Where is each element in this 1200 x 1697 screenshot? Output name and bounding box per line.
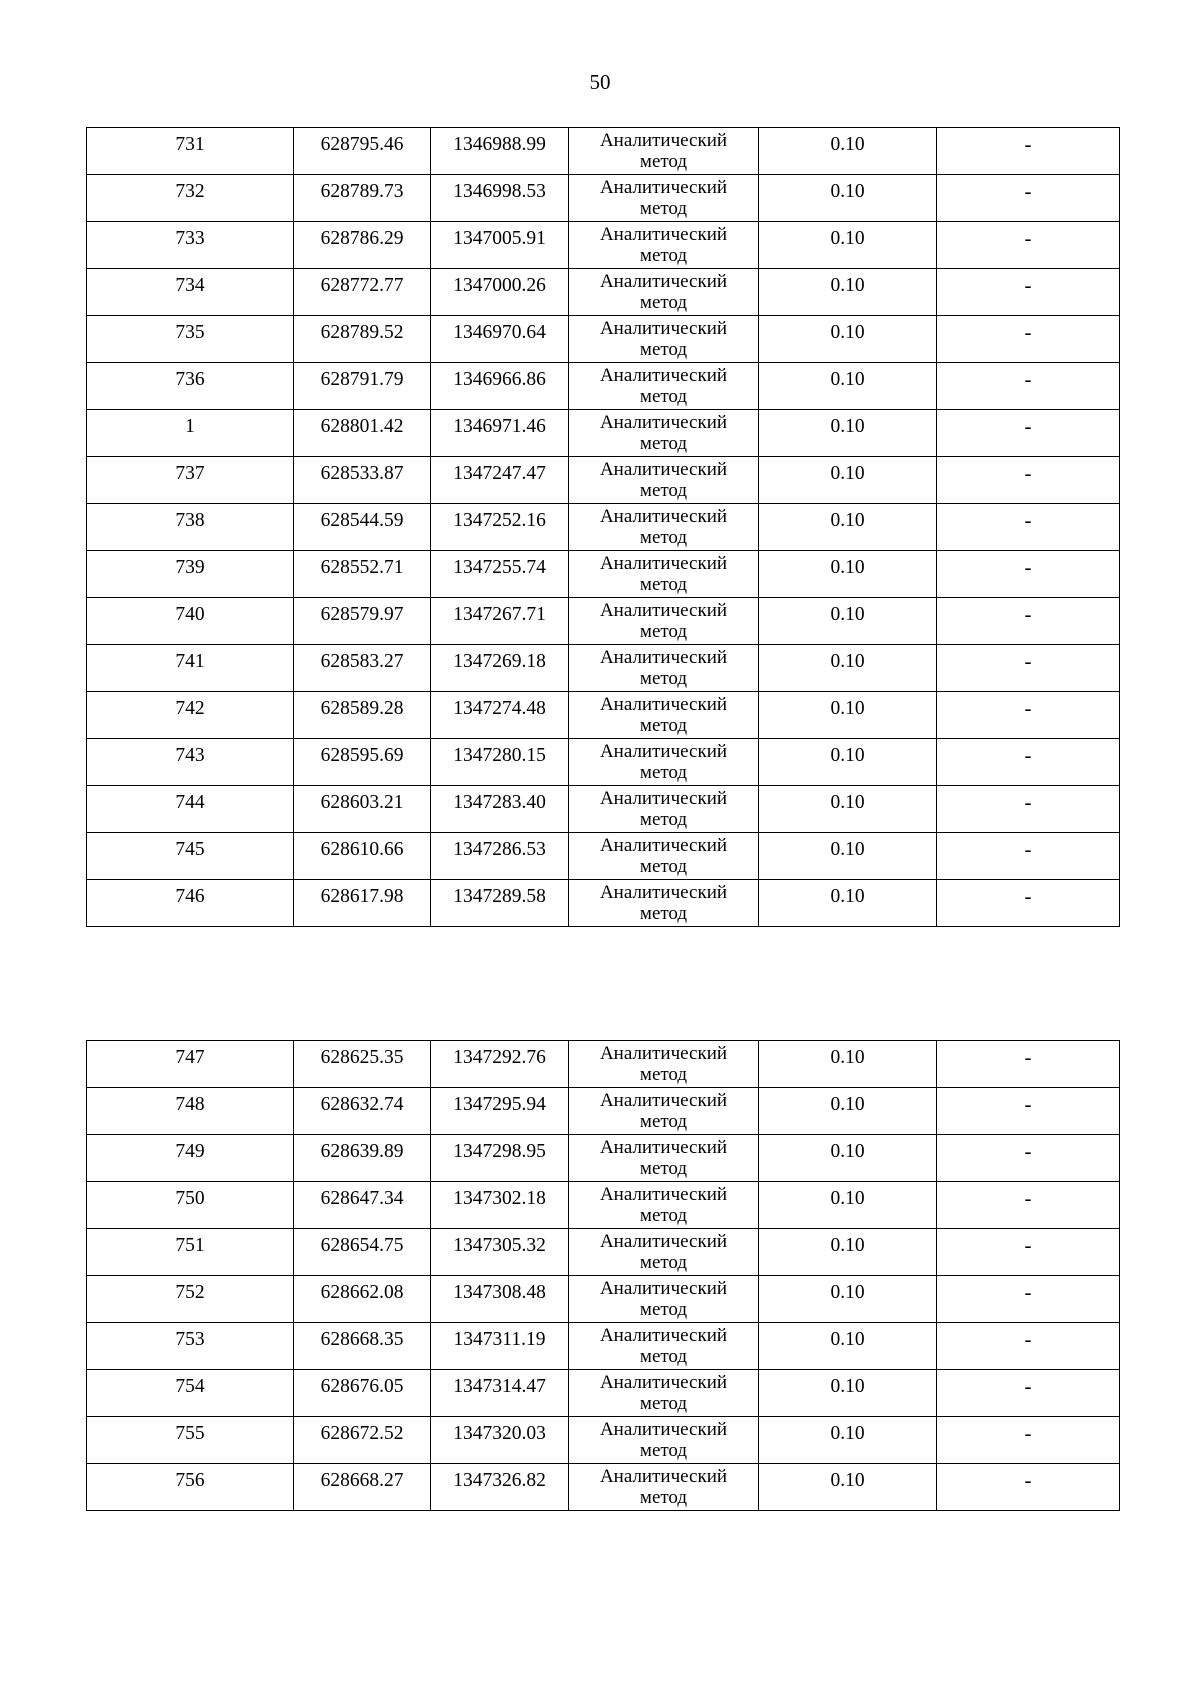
method-cell (569, 175, 759, 222)
page-number: 50 (589, 70, 611, 94)
method-line-2: метод (639, 386, 688, 407)
method-line-2: метод (639, 1487, 688, 1508)
point-number-cell: 747 (87, 1041, 294, 1088)
note-cell: - (937, 1417, 1120, 1464)
x-coordinate-cell: 628662.08 (294, 1276, 431, 1323)
method-cell (569, 363, 759, 410)
table-row (87, 833, 1120, 880)
accuracy-cell: 0.10 (759, 833, 937, 880)
point-number-cell: 743 (87, 739, 294, 786)
point-number-cell: 736 (87, 363, 294, 410)
note-cell: - (937, 363, 1120, 410)
method-cell (569, 739, 759, 786)
y-coordinate-cell: 1347298.95 (431, 1135, 569, 1182)
method-cell (569, 1464, 759, 1511)
accuracy-cell: 0.10 (759, 175, 937, 222)
accuracy-cell: 0.10 (759, 786, 937, 833)
note-cell: - (937, 316, 1120, 363)
method-line-1: Аналитический (599, 694, 728, 715)
method-line-1: Аналитический (599, 1466, 728, 1487)
note-cell: - (937, 175, 1120, 222)
accuracy-cell: 0.10 (759, 1041, 937, 1088)
y-coordinate-cell: 1347005.91 (431, 222, 569, 269)
point-number-cell: 752 (87, 1276, 294, 1323)
table-row (87, 1464, 1120, 1511)
method-line-2: метод (639, 1205, 688, 1226)
y-coordinate-cell: 1347286.53 (431, 833, 569, 880)
method-cell (569, 1041, 759, 1088)
method-line-1: Аналитический (599, 1278, 728, 1299)
x-coordinate-cell: 628772.77 (294, 269, 431, 316)
note-cell: - (937, 1229, 1120, 1276)
x-coordinate-cell: 628610.66 (294, 833, 431, 880)
point-number-cell: 742 (87, 692, 294, 739)
accuracy-cell: 0.10 (759, 128, 937, 175)
x-coordinate-cell: 628672.52 (294, 1417, 431, 1464)
method-line-1: Аналитический (599, 1325, 728, 1346)
table-row (87, 739, 1120, 786)
y-coordinate-cell: 1347255.74 (431, 551, 569, 598)
y-coordinate-cell: 1347292.76 (431, 1041, 569, 1088)
table-row (87, 1370, 1120, 1417)
method-line-2: метод (639, 433, 688, 454)
note-cell: - (937, 1088, 1120, 1135)
point-number-cell: 746 (87, 880, 294, 927)
method-cell (569, 833, 759, 880)
x-coordinate-cell: 628579.97 (294, 598, 431, 645)
x-coordinate-cell: 628625.35 (294, 1041, 431, 1088)
method-line-1: Аналитический (599, 647, 728, 668)
method-line-1: Аналитический (599, 412, 728, 433)
coordinates-table-2 (86, 1040, 1120, 1511)
x-coordinate-cell: 628668.35 (294, 1323, 431, 1370)
method-line-2: метод (639, 856, 688, 877)
x-coordinate-cell: 628632.74 (294, 1088, 431, 1135)
note-cell: - (937, 692, 1120, 739)
method-cell (569, 1088, 759, 1135)
point-number-cell: 749 (87, 1135, 294, 1182)
y-coordinate-cell: 1347289.58 (431, 880, 569, 927)
accuracy-cell: 0.10 (759, 1276, 937, 1323)
x-coordinate-cell: 628533.87 (294, 457, 431, 504)
accuracy-cell: 0.10 (759, 1088, 937, 1135)
method-cell (569, 410, 759, 457)
accuracy-cell: 0.10 (759, 1464, 937, 1511)
y-coordinate-cell: 1346988.99 (431, 128, 569, 175)
method-line-2: метод (639, 809, 688, 830)
y-coordinate-cell: 1347320.03 (431, 1417, 569, 1464)
x-coordinate-cell: 628544.59 (294, 504, 431, 551)
method-line-2: метод (639, 1252, 688, 1273)
point-number-cell: 734 (87, 269, 294, 316)
note-cell: - (937, 1370, 1120, 1417)
y-coordinate-cell: 1347269.18 (431, 645, 569, 692)
note-cell: - (937, 222, 1120, 269)
method-line-1: Аналитический (599, 882, 728, 903)
method-cell (569, 1276, 759, 1323)
method-line-2: метод (639, 245, 688, 266)
method-cell (569, 1323, 759, 1370)
method-line-1: Аналитический (599, 741, 728, 762)
point-number-cell: 756 (87, 1464, 294, 1511)
method-cell (569, 645, 759, 692)
accuracy-cell: 0.10 (759, 457, 937, 504)
point-number-cell: 755 (87, 1417, 294, 1464)
y-coordinate-cell: 1347283.40 (431, 786, 569, 833)
accuracy-cell: 0.10 (759, 739, 937, 786)
method-line-2: метод (639, 339, 688, 360)
point-number-cell: 733 (87, 222, 294, 269)
y-coordinate-cell: 1346998.53 (431, 175, 569, 222)
coordinates-table-1 (86, 127, 1120, 927)
note-cell: - (937, 457, 1120, 504)
method-cell (569, 504, 759, 551)
y-coordinate-cell: 1347308.48 (431, 1276, 569, 1323)
x-coordinate-cell: 628791.79 (294, 363, 431, 410)
x-coordinate-cell: 628552.71 (294, 551, 431, 598)
note-cell: - (937, 551, 1120, 598)
table-row (87, 457, 1120, 504)
note-cell: - (937, 786, 1120, 833)
table-row (87, 222, 1120, 269)
method-line-1: Аналитический (599, 177, 728, 198)
point-number-cell: 751 (87, 1229, 294, 1276)
point-number-cell: 739 (87, 551, 294, 598)
method-line-1: Аналитический (599, 130, 728, 151)
x-coordinate-cell: 628583.27 (294, 645, 431, 692)
method-cell (569, 316, 759, 363)
point-number-cell: 745 (87, 833, 294, 880)
method-cell (569, 551, 759, 598)
method-line-1: Аналитический (599, 1419, 728, 1440)
note-cell: - (937, 880, 1120, 927)
method-line-2: метод (639, 1158, 688, 1179)
method-line-1: Аналитический (599, 1137, 728, 1158)
accuracy-cell: 0.10 (759, 598, 937, 645)
accuracy-cell: 0.10 (759, 1182, 937, 1229)
method-line-2: метод (639, 527, 688, 548)
method-line-1: Аналитический (599, 1043, 728, 1064)
table-row (87, 1041, 1120, 1088)
table-row (87, 645, 1120, 692)
accuracy-cell: 0.10 (759, 410, 937, 457)
accuracy-cell: 0.10 (759, 1323, 937, 1370)
accuracy-cell: 0.10 (759, 551, 937, 598)
table-row (87, 598, 1120, 645)
method-cell (569, 269, 759, 316)
y-coordinate-cell: 1346970.64 (431, 316, 569, 363)
x-coordinate-cell: 628668.27 (294, 1464, 431, 1511)
method-cell (569, 1182, 759, 1229)
table-row (87, 175, 1120, 222)
y-coordinate-cell: 1347267.71 (431, 598, 569, 645)
method-line-2: метод (639, 151, 688, 172)
table-row (87, 880, 1120, 927)
note-cell: - (937, 833, 1120, 880)
accuracy-cell: 0.10 (759, 1417, 937, 1464)
method-line-1: Аналитический (599, 459, 728, 480)
y-coordinate-cell: 1346966.86 (431, 363, 569, 410)
point-number-cell: 732 (87, 175, 294, 222)
accuracy-cell: 0.10 (759, 316, 937, 363)
method-line-1: Аналитический (599, 788, 728, 809)
method-line-2: метод (639, 1111, 688, 1132)
note-cell: - (937, 1276, 1120, 1323)
method-line-1: Аналитический (599, 271, 728, 292)
method-line-2: метод (639, 1299, 688, 1320)
coordinates-table-1-body (87, 128, 1120, 927)
accuracy-cell: 0.10 (759, 1135, 937, 1182)
table-row (87, 1323, 1120, 1370)
method-line-2: метод (639, 621, 688, 642)
point-number-cell: 731 (87, 128, 294, 175)
note-cell: - (937, 645, 1120, 692)
method-line-2: метод (639, 1346, 688, 1367)
point-number-cell: 740 (87, 598, 294, 645)
table-row (87, 363, 1120, 410)
y-coordinate-cell: 1347000.26 (431, 269, 569, 316)
point-number-cell: 753 (87, 1323, 294, 1370)
table-row (87, 551, 1120, 598)
method-cell (569, 457, 759, 504)
y-coordinate-cell: 1347326.82 (431, 1464, 569, 1511)
coordinates-table-2-body (87, 1041, 1120, 1511)
table-row (87, 504, 1120, 551)
method-line-2: метод (639, 292, 688, 313)
method-cell (569, 222, 759, 269)
method-line-2: метод (639, 480, 688, 501)
method-line-1: Аналитический (599, 553, 728, 574)
x-coordinate-cell: 628801.42 (294, 410, 431, 457)
table-row (87, 692, 1120, 739)
y-coordinate-cell: 1347311.19 (431, 1323, 569, 1370)
x-coordinate-cell: 628603.21 (294, 786, 431, 833)
point-number-cell: 748 (87, 1088, 294, 1135)
table-row (87, 128, 1120, 175)
method-cell (569, 1417, 759, 1464)
x-coordinate-cell: 628589.28 (294, 692, 431, 739)
method-line-2: метод (639, 574, 688, 595)
accuracy-cell: 0.10 (759, 692, 937, 739)
point-number-cell: 754 (87, 1370, 294, 1417)
method-line-1: Аналитический (599, 1184, 728, 1205)
x-coordinate-cell: 628795.46 (294, 128, 431, 175)
method-cell (569, 786, 759, 833)
method-line-1: Аналитический (599, 318, 728, 339)
method-line-2: метод (639, 762, 688, 783)
note-cell: - (937, 1464, 1120, 1511)
x-coordinate-cell: 628789.73 (294, 175, 431, 222)
table-row (87, 1135, 1120, 1182)
y-coordinate-cell: 1347247.47 (431, 457, 569, 504)
note-cell: - (937, 1323, 1120, 1370)
note-cell: - (937, 598, 1120, 645)
y-coordinate-cell: 1347302.18 (431, 1182, 569, 1229)
method-line-2: метод (639, 903, 688, 924)
y-coordinate-cell: 1347274.48 (431, 692, 569, 739)
point-number-cell: 744 (87, 786, 294, 833)
note-cell: - (937, 504, 1120, 551)
x-coordinate-cell: 628647.34 (294, 1182, 431, 1229)
accuracy-cell: 0.10 (759, 269, 937, 316)
x-coordinate-cell: 628595.69 (294, 739, 431, 786)
table-row (87, 1417, 1120, 1464)
x-coordinate-cell: 628639.89 (294, 1135, 431, 1182)
note-cell: - (937, 1182, 1120, 1229)
method-line-1: Аналитический (599, 1231, 728, 1252)
x-coordinate-cell: 628654.75 (294, 1229, 431, 1276)
method-cell (569, 692, 759, 739)
table-row (87, 1276, 1120, 1323)
method-line-2: метод (639, 668, 688, 689)
point-number-cell: 735 (87, 316, 294, 363)
method-cell (569, 598, 759, 645)
accuracy-cell: 0.10 (759, 222, 937, 269)
method-line-1: Аналитический (599, 835, 728, 856)
note-cell: - (937, 269, 1120, 316)
table-row (87, 269, 1120, 316)
x-coordinate-cell: 628786.29 (294, 222, 431, 269)
point-number-cell: 1 (87, 410, 294, 457)
note-cell: - (937, 739, 1120, 786)
method-line-2: метод (639, 1440, 688, 1461)
method-cell (569, 1135, 759, 1182)
method-line-1: Аналитический (599, 600, 728, 621)
method-cell (569, 880, 759, 927)
y-coordinate-cell: 1347252.16 (431, 504, 569, 551)
method-cell (569, 128, 759, 175)
method-line-1: Аналитический (599, 365, 728, 386)
y-coordinate-cell: 1347305.32 (431, 1229, 569, 1276)
method-cell (569, 1370, 759, 1417)
point-number-cell: 741 (87, 645, 294, 692)
method-line-2: метод (639, 1393, 688, 1414)
note-cell: - (937, 128, 1120, 175)
accuracy-cell: 0.10 (759, 363, 937, 410)
accuracy-cell: 0.10 (759, 1229, 937, 1276)
note-cell: - (937, 1135, 1120, 1182)
point-number-cell: 737 (87, 457, 294, 504)
accuracy-cell: 0.10 (759, 504, 937, 551)
method-line-2: метод (639, 198, 688, 219)
accuracy-cell: 0.10 (759, 645, 937, 692)
point-number-cell: 750 (87, 1182, 294, 1229)
note-cell: - (937, 410, 1120, 457)
table-row (87, 1088, 1120, 1135)
table-row (87, 786, 1120, 833)
table-row (87, 1182, 1120, 1229)
point-number-cell: 738 (87, 504, 294, 551)
method-line-1: Аналитический (599, 1090, 728, 1111)
y-coordinate-cell: 1347280.15 (431, 739, 569, 786)
y-coordinate-cell: 1346971.46 (431, 410, 569, 457)
method-line-1: Аналитический (599, 224, 728, 245)
table-row (87, 1229, 1120, 1276)
x-coordinate-cell: 628789.52 (294, 316, 431, 363)
accuracy-cell: 0.10 (759, 880, 937, 927)
accuracy-cell: 0.10 (759, 1370, 937, 1417)
method-line-2: метод (639, 1064, 688, 1085)
table-row (87, 410, 1120, 457)
method-line-2: метод (639, 715, 688, 736)
method-cell (569, 1229, 759, 1276)
table-row (87, 316, 1120, 363)
x-coordinate-cell: 628676.05 (294, 1370, 431, 1417)
note-cell: - (937, 1041, 1120, 1088)
y-coordinate-cell: 1347314.47 (431, 1370, 569, 1417)
y-coordinate-cell: 1347295.94 (431, 1088, 569, 1135)
method-line-1: Аналитический (599, 506, 728, 527)
method-line-1: Аналитический (599, 1372, 728, 1393)
x-coordinate-cell: 628617.98 (294, 880, 431, 927)
